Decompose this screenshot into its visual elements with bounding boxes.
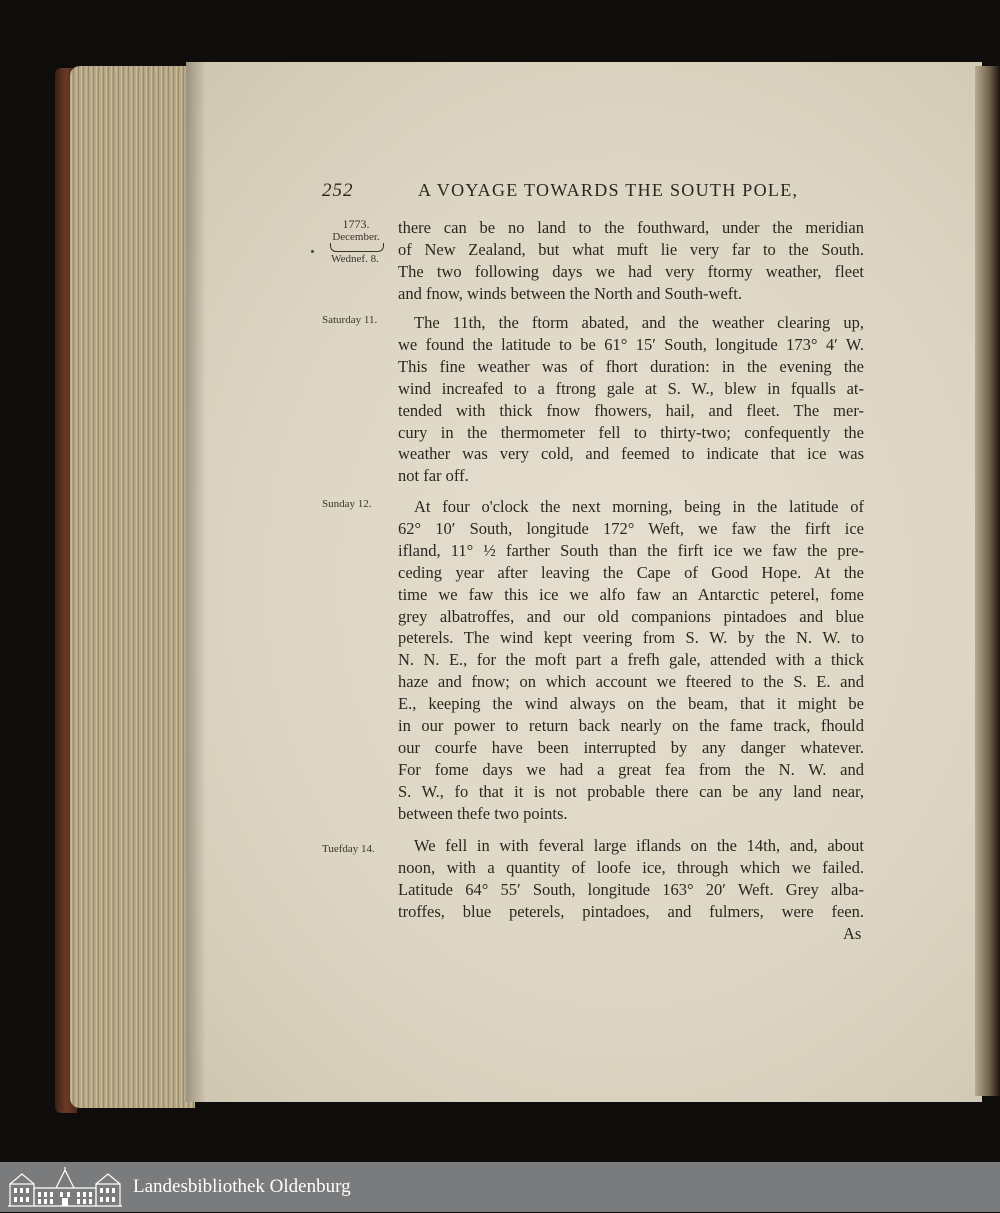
margin-brace — [330, 243, 384, 252]
text-line: wind increafed to a ftrong gale at S. W., blew in fqualls at- — [398, 378, 864, 398]
paragraph-3 — [398, 496, 864, 825]
page-gutter-shadow — [186, 62, 206, 1102]
margin-dot — [311, 250, 314, 253]
paragraph-2 — [398, 312, 864, 487]
margin-note-year: 1773. — [342, 217, 370, 231]
text-line: cury in the thermometer fell to thirty-two; confequently the — [398, 422, 864, 442]
margin-note-month: December. — [332, 231, 380, 243]
text-line: haze and fnow; on which account we fteered to the S. E. and — [398, 672, 864, 692]
margin-note-tuesday: Tuefday 14. — [322, 843, 375, 855]
paragraph-1 — [398, 217, 864, 305]
text-line: grey albatroffes, and our old companions pintadoes and blue — [398, 606, 864, 626]
text-line: We fell in with feveral large iflands on the 14th, and, about — [414, 836, 864, 855]
text-line: troffes, blue peterels, pintadoes, and fulmers, were feen. — [398, 901, 864, 921]
library-name: Landesbibliothek Oldenburg — [133, 1176, 351, 1197]
text-line: not far off. — [398, 466, 469, 486]
text-line: At four o'clock the next morning, being in the latitude of — [414, 497, 864, 516]
text-line: of New Zealand, but what muft lie very far to the South. — [398, 239, 864, 259]
text-line: N. N. E., for the moft part a frefh gale, attended with a thick — [398, 650, 864, 670]
text-line: in our power to return back nearly on the fame track, fhould — [398, 716, 864, 736]
text-line: our courfe have been interrupted by any danger whatever. — [398, 737, 864, 757]
text-line: ifland, 11° ½ farther South than the firft ice we faw the pre- — [398, 540, 864, 560]
text-line: and fnow, winds between the North and South-weft. — [398, 283, 742, 303]
text-line: we found the latitude to be 61° 15′ South, longitude 173° 4′ W. — [398, 334, 864, 354]
margin-note-saturday: Saturday 11. — [322, 314, 378, 326]
text-line: noon, with a quantity of loofe ice, through which we failed. — [398, 857, 864, 877]
running-title: A VOYAGE TOWARDS THE SOUTH POLE, — [418, 180, 799, 200]
text-line: there can be no land to the fouthward, under the meridian — [398, 218, 864, 237]
text-line: The two following days we had very ftormy weather, fleet — [398, 261, 864, 281]
text-line: weather was very cold, and feemed to indicate that ice was — [398, 444, 864, 464]
text-line: E., keeping the wind always on the beam, that it might be — [398, 694, 864, 714]
page-stack-edges — [70, 66, 195, 1108]
margin-note-wednesday: Wednef. 8. — [331, 253, 379, 265]
paragraph-4 — [398, 835, 864, 923]
text-line: S. W., fo that it is not probable there can be any land near, — [398, 781, 864, 801]
text-line: peterels. The wind kept veering from S. W. by the N. W. to — [398, 628, 864, 648]
text-line: For fome days we had a great fea from the N. W. and — [398, 759, 864, 779]
text-line: tended with thick fnow fhowers, hail, and fleet. The mer- — [398, 400, 864, 420]
page-number: 252 — [322, 180, 354, 201]
right-page-edge — [975, 66, 1000, 1096]
text-line: Latitude 64° 55′ South, longitude 163° 20′ Weft. Grey alba- — [398, 879, 864, 899]
catchword: As — [843, 924, 862, 943]
text-line: The 11th, the ftorm abated, and the weather clearing up, — [414, 313, 864, 332]
library-building-icon — [6, 1166, 124, 1208]
text-line: This fine weather was of fhort duration: in the evening the — [398, 356, 864, 376]
text-line: time we faw this ice we alfo faw an Antarctic peterel, fome — [398, 584, 864, 604]
margin-note-sunday: Sunday 12. — [322, 498, 372, 510]
text-line: between thefe two points. — [398, 803, 568, 823]
text-line: ceding year after leaving the Cape of Good Hope. At the — [398, 562, 864, 582]
text-line: 62° 10′ South, longitude 172° Weft, we faw the firft ice — [398, 518, 864, 538]
